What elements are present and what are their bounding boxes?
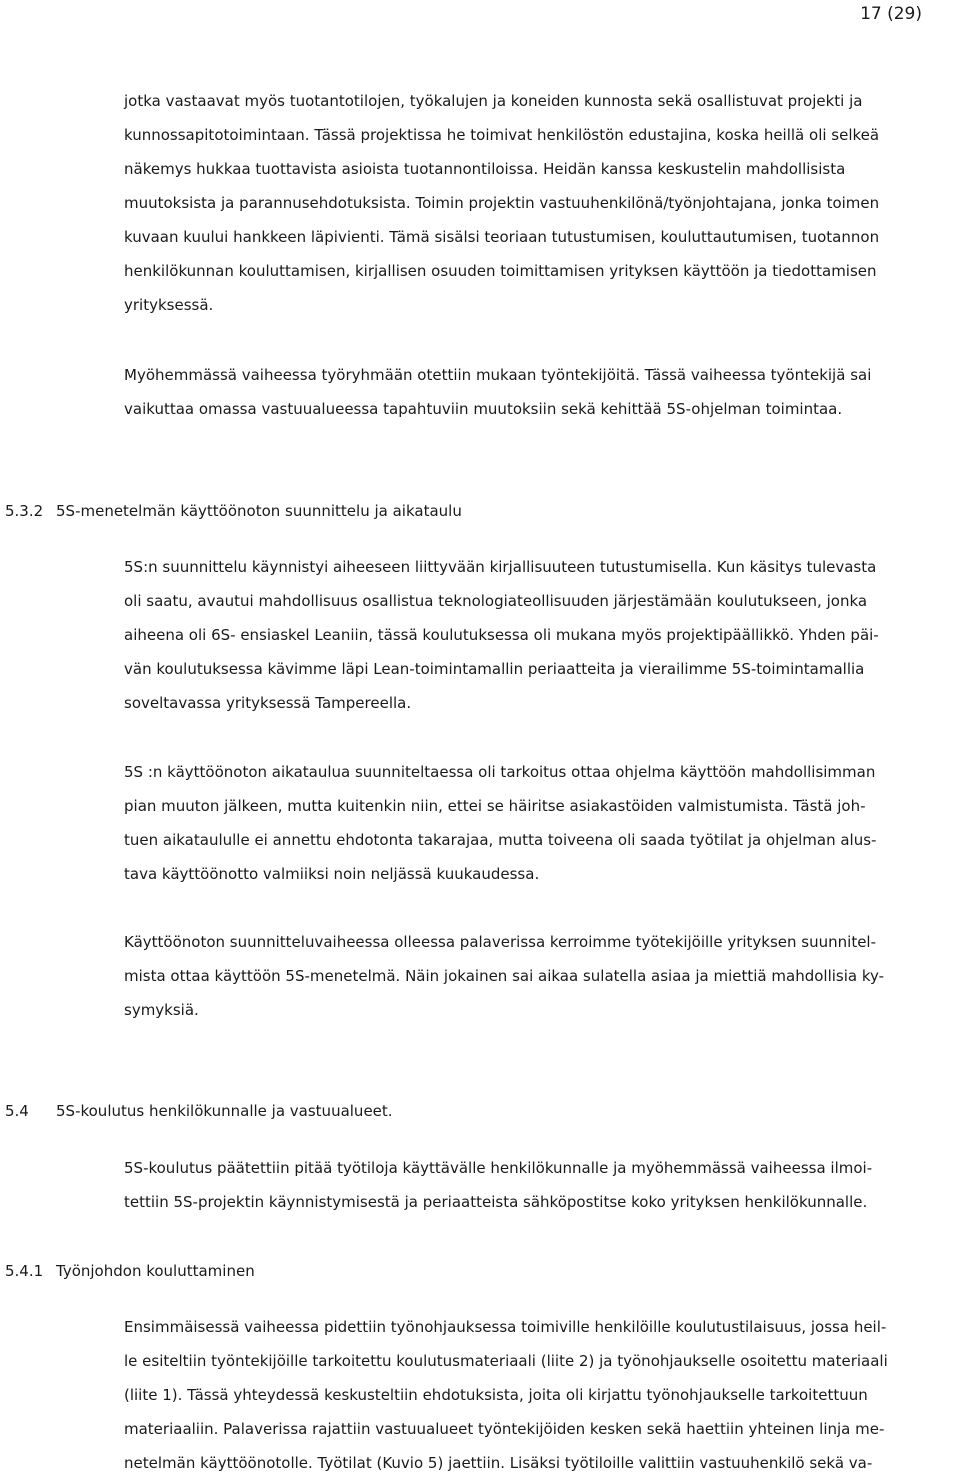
paragraph-4 [124, 755, 876, 891]
text-line: henkilökunnan kouluttamisen, kirjallisen osuuden toimittamisen yrityksen käyttöön ja tiedottamisen [124, 262, 877, 280]
text-line: jotka vastaavat myös tuotantotilojen, työkalujen ja koneiden kunnosta sekä osallistuvat projekti ja [124, 92, 863, 110]
text-line: 5S :n käyttöönoton aikataulua suunniteltaessa oli tarkoitus ottaa ohjelma käyttöön mahdollisimman [124, 763, 876, 781]
paragraph-2 [124, 358, 871, 426]
section-title: Työnjohdon kouluttaminen [56, 1262, 255, 1280]
text-line: aiheena oli 6S- ensiaskel Leaniin, tässä koulutuksessa oli mukana myös projektipäällikkö. Yhden päi- [124, 626, 879, 644]
text-line: oli saatu, avautui mahdollisuus osallistua teknologiateollisuuden järjestämään koulutukseen, jonka [124, 592, 868, 610]
text-line: kunnossapitotoimintaan. Tässä projektissa he toimivat henkilöstön edustajina, koska heillä oli selkeä [124, 126, 880, 144]
text-line: tuen aikataululle ei annettu ehdotonta takarajaa, mutta toiveena oli saada työtilat ja ohjelman alus- [124, 831, 877, 849]
section-heading-5-3-2 [5, 499, 462, 523]
paragraph-6 [124, 1151, 872, 1219]
text-line: 5S-koulutus päätettiin pitää työtiloja käyttävälle henkilökunnalle ja myöhemmässä vaiheessa ilmoi- [124, 1159, 873, 1177]
text-line: kuvaan kuului hankkeen läpivienti. Tämä sisälsi teoriaan tutustumisen, kouluttautumisen, tuotannon [124, 228, 880, 246]
text-line: Ensimmäisessä vaiheessa pidettiin työnohjauksessa toimiville henkilöille koulutustilaisuus, jossa heil- [124, 1318, 887, 1336]
text-line: (liite 1). Tässä yhteydessä keskusteltiin ehdotuksista, joita oli kirjattu työnohjaukselle tarkoitettuun [124, 1386, 868, 1404]
text-line: näkemys hukkaa tuottavista asioista tuotannontiloissa. Heidän kanssa keskustelin mahdollisista [124, 160, 846, 178]
text-line: symyksiä. [124, 1001, 199, 1019]
section-number: 5.4 [5, 1102, 29, 1120]
text-line: netelmän käyttöönotolle. Työtilat (Kuvio 5) jaettiin. Lisäksi työtiloille valittiin vastuuhenkilö sekä va- [124, 1454, 873, 1472]
paragraph-3 [124, 550, 879, 720]
paragraph-7 [124, 1310, 888, 1480]
section-title: 5S-koulutus henkilökunnalle ja vastuualueet. [56, 1102, 393, 1120]
text-line: muutoksista ja parannusehdotuksista. Toimin projektin vastuuhenkilönä/työnjohtajana, jonka toimen [124, 194, 880, 212]
paragraph-5 [124, 925, 884, 1027]
text-line: vaikuttaa omassa vastuualueessa tapahtuviin muutoksiin sekä kehittää 5S-ohjelman toimintaa. [124, 400, 843, 418]
text-line: soveltavassa yrityksessä Tampereella. [124, 694, 412, 712]
text-line: Myöhemmässä vaiheessa työryhmään otettiin mukaan työntekijöitä. Tässä vaiheessa työntekijä sai [124, 366, 872, 384]
page-number: 17 (29) [860, 4, 922, 24]
text-line: le esiteltiin työntekijöille tarkoitettu koulutusmateriaali (liite 2) ja työnohjaukselle osoitettu materiaali [124, 1352, 888, 1370]
section-heading-5-4 [5, 1099, 393, 1123]
text-line: materiaaliin. Palaverissa rajattiin vastuualueet työntekijöiden kesken sekä haettiin yhteinen linja me- [124, 1420, 885, 1438]
text-line: tettiin 5S-projektin käynnistymisestä ja periaatteista sähköpostitse koko yrityksen henkilökunnalle. [124, 1193, 868, 1211]
section-heading-5-4-1 [5, 1259, 255, 1283]
text-line: pian muuton jälkeen, mutta kuitenkin niin, ettei se häiritse asiakastöiden valmistumista. Tästä joh- [124, 797, 866, 815]
text-line: Käyttöönoton suunnitteluvaiheessa olleessa palaverissa kerroimme työtekijöille yrityksen suunnitel- [124, 933, 877, 951]
section-title: 5S-menetelmän käyttöönoton suunnittelu ja aikataulu [56, 502, 462, 520]
paragraph-1 [124, 84, 879, 322]
text-line: vän koulutuksessa kävimme läpi Lean-toimintamallin periaatteita ja vierailimme 5S-toimintamallia [124, 660, 865, 678]
section-number: 5.4.1 [5, 1262, 44, 1280]
text-line: tava käyttöönotto valmiiksi noin neljässä kuukaudessa. [124, 865, 540, 883]
section-number: 5.3.2 [5, 502, 44, 520]
text-line: mista ottaa käyttöön 5S-menetelmä. Näin jokainen sai aikaa sulatella asiaa ja miettiä mahdollisia ky- [124, 967, 885, 985]
text-line: yrityksessä. [124, 296, 214, 314]
text-line: 5S:n suunnittelu käynnistyi aiheeseen liittyvään kirjallisuuteen tutustumisella. Kun käsitys tulevasta [124, 558, 877, 576]
